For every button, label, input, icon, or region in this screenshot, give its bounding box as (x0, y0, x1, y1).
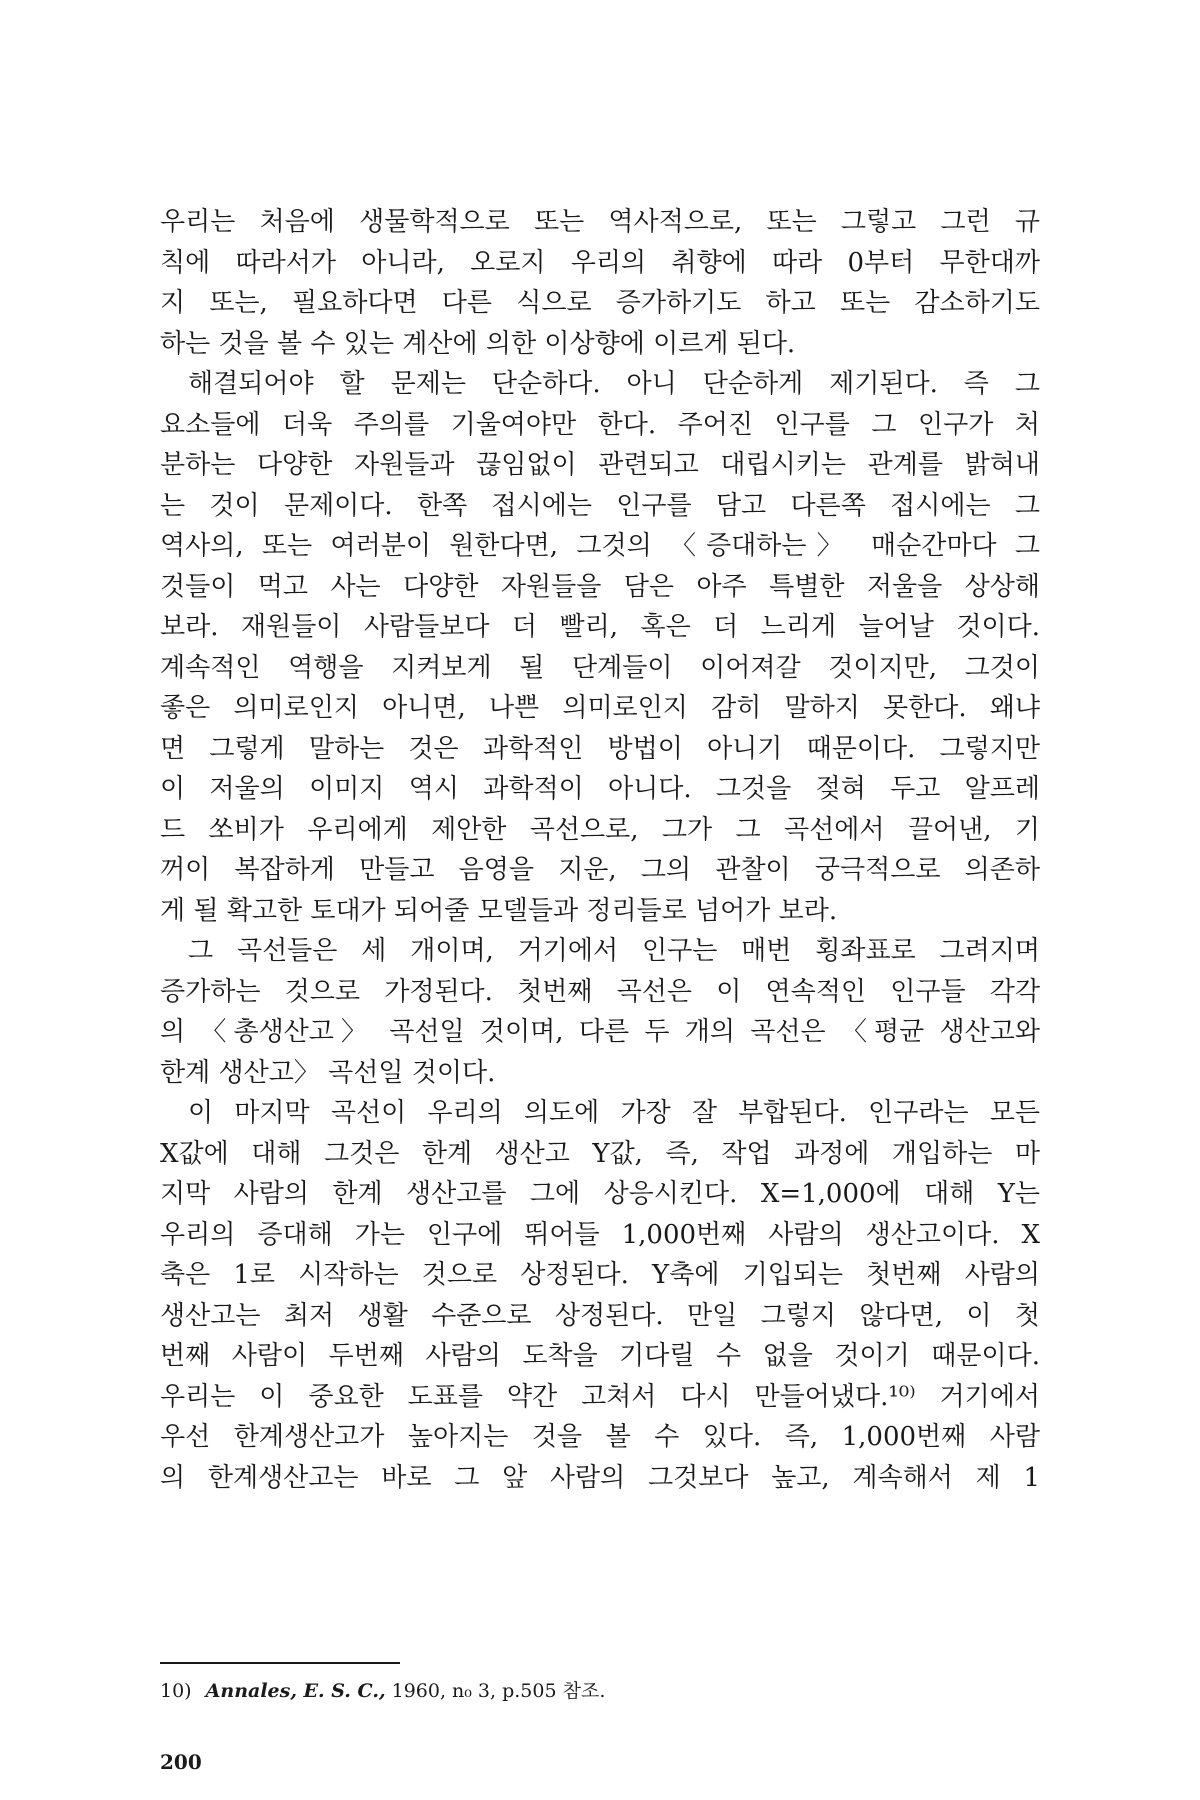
text-line: 역사의, 또는 여러분이 원한다면, 그것의 〈증대하는〉 매순간마다 그 (160, 531, 1040, 561)
text-line: 그 곡선들은 세 개이며, 거기에서 인구는 매번 횡좌표로 그려지며 (188, 936, 1040, 966)
text-line: 지막 사람의 한계 생산고를 그에 상응시킨다. X=1,000에 대해 Y는 (160, 1179, 1040, 1209)
text-line: 보라. 재원들이 사람들보다 더 빨리, 혹은 더 느리게 늘어날 것이다. (160, 612, 1040, 642)
text-line: 칙에 따라서가 아니라, 오로지 우리의 취향에 따라 0부터 무한대까 (160, 247, 1040, 278)
text-line: 이 마지막 곡선이 우리의 의도에 가장 잘 부합된다. 인구라는 모든 (188, 1098, 1040, 1128)
text-line: 것들이 먹고 사는 다양한 자원들을 담은 아주 특별한 저울을 상상해 (160, 571, 1040, 602)
text-line: 게 될 확고한 토대가 되어줄 모델들과 정리들로 넘어가 보라. (160, 895, 838, 926)
footnote (160, 1678, 1040, 1704)
text-line: 요소들에 더욱 주의를 기울여야만 한다. 주어진 인구를 그 인구가 처 (160, 409, 1040, 440)
text-line: 계속적인 역행을 지켜보게 될 단계들이 이어져갈 것이지만, 그것이 (160, 652, 1040, 683)
text-line: 하는 것을 볼 수 있는 계산에 의한 이상향에 이르게 된다. (160, 328, 796, 359)
body-text (160, 202, 1040, 1498)
text-line: 좋은 의미로인지 아니면, 나쁜 의미로인지 감히 말하지 못한다. 왜냐 (160, 693, 1040, 723)
text-line: 축은 1로 시작하는 것으로 상정된다. Y축에 기입되는 첫번째 사람의 (160, 1260, 1040, 1290)
text-line: 해결되어야 할 문제는 단순하다. 아니 단순하게 제기된다. 즉 그 (188, 369, 1040, 399)
text-line: X값에 대해 그것은 한계 생산고 Y값, 즉, 작업 과정에 개입하는 마 (160, 1138, 1040, 1169)
text-line: 생산고는 최저 생활 수준으로 상정된다. 만일 그렇지 않다면, 이 첫 (160, 1300, 1040, 1331)
text-line: 번째 사람이 두번째 사람의 도착을 기다릴 수 없을 것이기 때문이다. (160, 1341, 1040, 1371)
text-line: 지 또는, 필요하다면 다른 식으로 증가하기도 하고 또는 감소하기도 (160, 288, 1040, 318)
text-line: 면 그렇게 말하는 것은 과학적인 방법이 아니기 때문이다. 그렇지만 (160, 733, 1040, 764)
text-line: 우선 한계생산고가 높아지는 것을 볼 수 있다. 즉, 1,000번째 사람 (160, 1422, 1040, 1452)
text-line: 한계 생산고〉 곡선일 것이다. (160, 1057, 496, 1088)
text-line: 의 한계생산고는 바로 그 앞 사람의 그것보다 높고, 계속해서 제 1 (160, 1462, 1040, 1493)
text-line: 이 저울의 이미지 역시 과학적이 아니다. 그것을 젖혀 두고 알프레 (160, 774, 1040, 804)
text-line: 는 것이 문제이다. 한쪽 접시에는 인구를 담고 다른쪽 접시에는 그 (160, 490, 1040, 521)
text-line: 증가하는 것으로 가정된다. 첫번째 곡선은 이 연속적인 인구들 각각 (160, 976, 1040, 1007)
footnote-journal-title: Annales, E. S. C., (205, 1680, 386, 1702)
text-line: 우리는 처음에 생물학적으로 또는 역사적으로, 또는 그렇고 그런 규 (160, 207, 1040, 237)
text-line: 드 쏘비가 우리에게 제안한 곡선으로, 그가 그 곡선에서 끌어낸, 기 (160, 814, 1040, 845)
page-number: 200 (160, 1750, 202, 1774)
footnote-divider (160, 1662, 400, 1664)
footnote-number: 10) (160, 1680, 192, 1702)
text-line: 분하는 다양한 자원들과 끊임없이 관련되고 대립시키는 관계를 밝혀내 (160, 450, 1040, 480)
text-line: 꺼이 복잡하게 만들고 음영을 지운, 그의 관찰이 궁극적으로 의존하 (160, 855, 1040, 885)
footnote-citation: 1960, n₀ 3, p.505 참조. (391, 1680, 606, 1702)
text-line: 의 〈총생산고〉 곡선일 것이며, 다른 두 개의 곡선은 〈평균 생산고와 (160, 1017, 1040, 1047)
text-line: 우리는 이 중요한 도표를 약간 고쳐서 다시 만들어냈다.¹⁰⁾ 거기에서 (160, 1381, 1040, 1412)
text-line: 우리의 증대해 가는 인구에 뛰어들 1,000번째 사람의 생산고이다. X (160, 1219, 1040, 1250)
